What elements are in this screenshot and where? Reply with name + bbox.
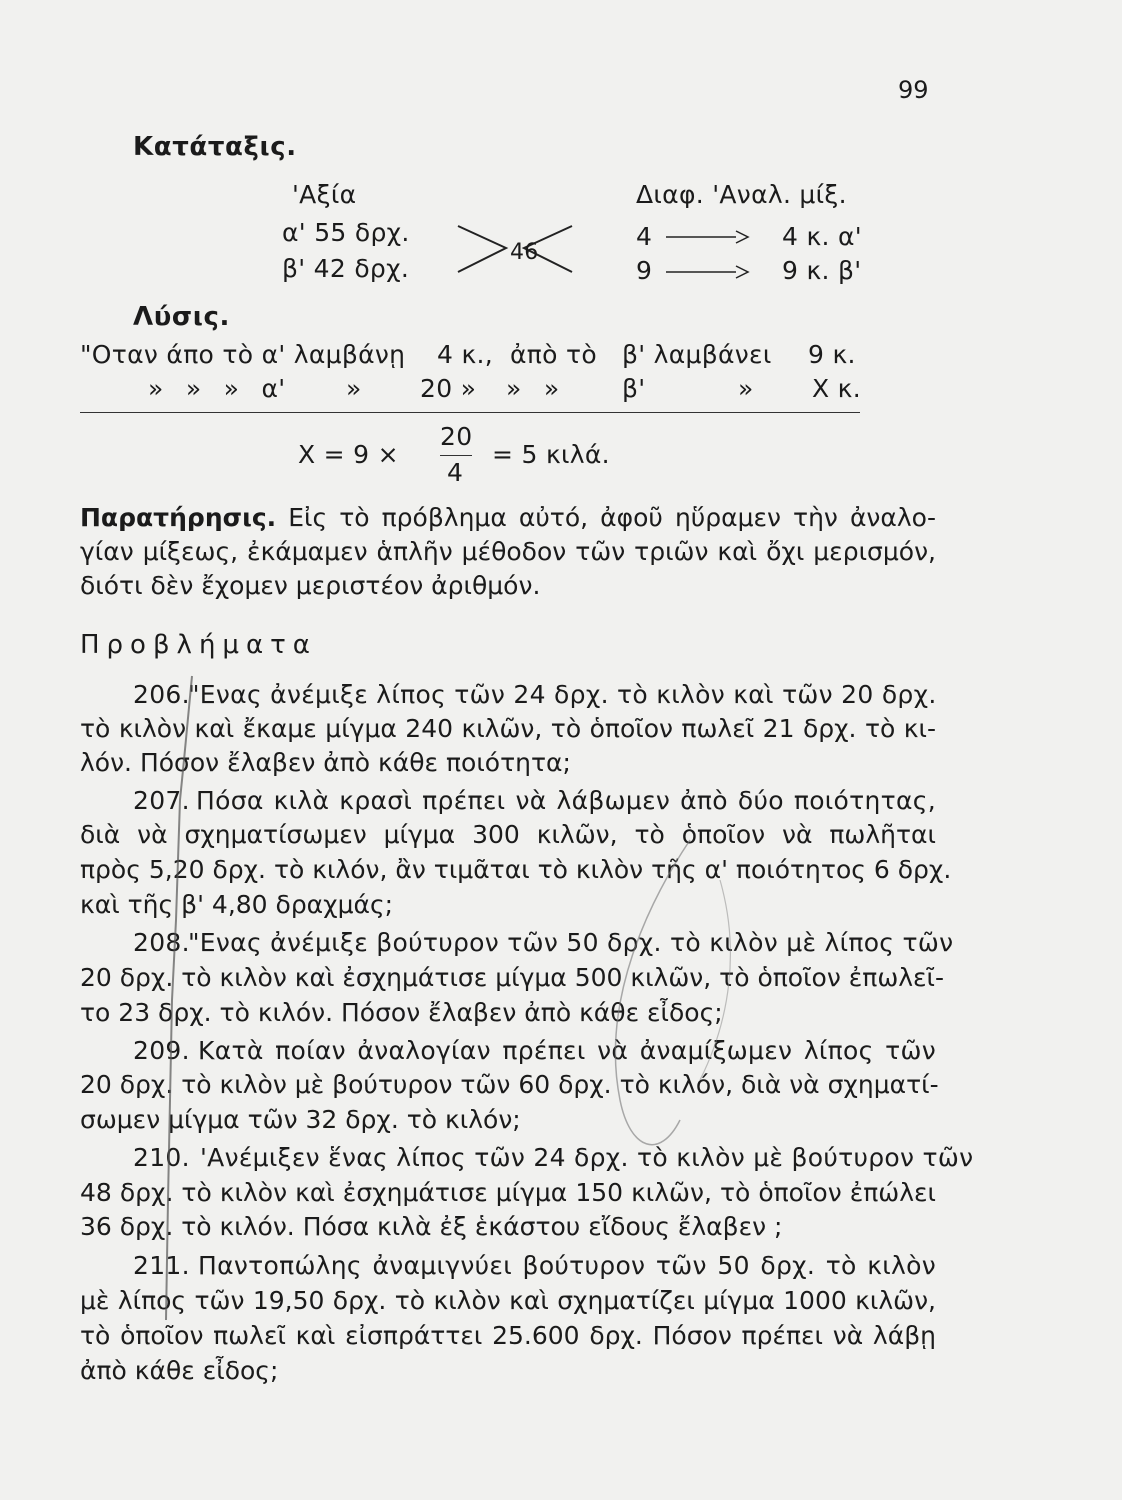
page-number: 99 <box>898 76 929 104</box>
problem-207-number: 207. <box>133 786 190 815</box>
solution-line2-part5: β' <box>622 374 646 403</box>
result-b: 9 κ. β' <box>782 256 862 285</box>
fraction-bar <box>440 455 472 456</box>
formula-right: = 5 κιλά. <box>492 440 610 469</box>
solution-line1-part4: β' λαμβάνει <box>622 340 772 369</box>
problem-206-line3: λόν. Πόσον ἔλαβεν ἀπὸ κάθε ποιότητα; <box>80 748 571 777</box>
problem-211-number: 211. <box>133 1251 190 1280</box>
problem-207-line1: Πόσα κιλὰ κρασὶ πρέπει νὰ λάβωμεν ἀπὸ δύο ποιότητας, <box>196 786 936 815</box>
solution-line2-part3: 20 » <box>420 374 477 403</box>
observation-line3: διότι δὲν ἔχομεν μεριστέον ἀριθμόν. <box>80 571 541 600</box>
problem-209-line3: σωμεν μίγμα τῶν 32 δρχ. τὸ κιλόν; <box>80 1105 521 1134</box>
problem-209-line2: 20 δρχ. τὸ κιλὸν μὲ βούτυρον τῶν 60 δρχ. τὸ κιλόν, διὰ νὰ σχηματί- <box>80 1070 939 1099</box>
problem-209-number: 209. <box>133 1036 190 1065</box>
solution-heading: Λύσις. <box>133 302 230 332</box>
mean-value: 46 <box>510 240 539 265</box>
result-a: 4 κ. α' <box>782 222 862 251</box>
mean-comparison-diagram <box>450 216 630 290</box>
separator-rule <box>80 412 860 413</box>
formula-denominator: 4 <box>447 458 464 487</box>
result-arrows <box>666 222 776 282</box>
problem-209-line1: Κατὰ ποίαν ἀναλογίαν πρέπει νὰ ἀναμίξωμεν λίπος τῶν <box>198 1036 936 1065</box>
problem-208-number: 208. <box>133 928 190 957</box>
solution-line2-part2: » <box>346 374 362 403</box>
difference-a: 4 <box>636 222 653 251</box>
solution-line1-part3: ἀπὸ τὸ <box>510 340 597 369</box>
greater-than-sign <box>458 226 506 272</box>
solution-line2-part4: » » <box>506 374 560 403</box>
formula-numerator: 20 <box>440 422 473 451</box>
problem-206-line1: "Ενας ἀνέμιξε λίπος τῶν 24 δρχ. τὸ κιλὸν καὶ τῶν 20 δρχ. <box>188 680 937 709</box>
problem-206-number: 206. <box>133 680 190 709</box>
solution-line2-part7: X κ. <box>812 374 861 403</box>
problem-211-line3: τὸ ὁποῖον πωλεῖ καὶ εἰσπράττει 25.600 δρχ. Πόσον πρέπει νὰ λάβῃ <box>80 1321 936 1350</box>
problem-208-line2: 20 δρχ. τὸ κιλὸν καὶ ἐσχημάτισε μίγμα 500 κιλῶν, τὸ ὁποῖον ἐπωλεῖ- <box>80 963 945 992</box>
problem-206-line2: τὸ κιλὸν καὶ ἔκαμε μίγμα 240 κιλῶν, τὸ ὁποῖον πωλεῖ 21 δρχ. τὸ κι- <box>80 714 936 743</box>
value-column-header: 'Αξία <box>292 180 357 209</box>
solution-line1-part1: "Οταν άπο τὸ α' λαμβάνῃ <box>80 340 406 369</box>
problem-208-line3: το 23 δρχ. τὸ κιλόν. Πόσον ἔλαβεν ἀπὸ κάθε εἶδος; <box>80 998 723 1027</box>
solution-line1-part5: 9 κ. <box>808 340 856 369</box>
problem-211-line1: Παντοπώλης ἀναμιγνύει βούτυρον τῶν 50 δρχ. τὸ κιλὸν <box>198 1251 936 1280</box>
observation-text1: Εἰς τὸ πρόβλημα αὐτό, ἀφοῦ ηὕραμεν τὴν ἀναλο- <box>288 503 936 532</box>
solution-line2-part1: » » » α' <box>148 374 286 403</box>
problem-207-line3: πρὸς 5,20 δρχ. τὸ κιλόν, ἂν τιμᾶται τὸ κιλὸν τῆς α' ποιότητος 6 δρχ. <box>80 855 952 884</box>
difference-column-header: Διαφ. 'Αναλ. μίξ. <box>636 180 847 209</box>
formula-left: X = 9 × <box>298 440 399 469</box>
observation-line1 <box>80 503 936 532</box>
problem-210-line3: 36 δρχ. τὸ κιλόν. Πόσα κιλὰ ἐξ ἑκάστου εἴδους ἔλαβεν ; <box>80 1212 783 1241</box>
problem-208-line1: "Ενας ἀνέμιξε βούτυρον τῶν 50 δρχ. τὸ κιλὸν μὲ λίπος τῶν <box>188 928 954 957</box>
arrow-a-head <box>736 231 748 243</box>
problem-207-line2: διὰ νὰ σχηματίσωμεν μίγμα 300 κιλῶν, τὸ ὁποῖον νὰ πωλῆται <box>80 820 936 849</box>
value-row-a: α' 55 δρχ. <box>282 218 410 247</box>
solution-line2-part6: » <box>738 374 754 403</box>
value-row-b: β' 42 δρχ. <box>282 254 410 283</box>
problem-211-line2: μὲ λίπος τῶν 19,50 δρχ. τὸ κιλὸν καὶ σχηματίζει μίγμα 1000 κιλῶν, <box>80 1286 936 1315</box>
classification-heading: Κατάταξις. <box>133 132 297 162</box>
problem-210-line2: 48 δρχ. τὸ κιλὸν καὶ ἐσχημάτισε μίγμα 150 κιλῶν, τὸ ὁποῖον ἐπώλει <box>80 1178 936 1207</box>
observation-line2: γίαν μίξεως, ἐκάμαμεν ἁπλῆν μέθοδον τῶν τριῶν καὶ ὄχι μερισμόν, <box>80 537 936 566</box>
problem-210-number: 210. <box>133 1143 190 1172</box>
solution-line1-part2: 4 κ., <box>437 340 493 369</box>
problems-heading: Προβλήματα <box>80 630 317 660</box>
difference-b: 9 <box>636 256 653 285</box>
problem-207-line4: καὶ τῆς β' 4,80 δραχμάς; <box>80 890 394 919</box>
arrow-b-head <box>736 266 748 278</box>
problem-211-line4: ἀπὸ κάθε εἶδος; <box>80 1356 279 1385</box>
observation-label: Παρατήρησις. <box>80 503 277 532</box>
problem-210-line1: 'Ανέμιξεν ἕνας λίπος τῶν 24 δρχ. τὸ κιλὸν μὲ βούτυρον τῶν <box>200 1143 974 1172</box>
